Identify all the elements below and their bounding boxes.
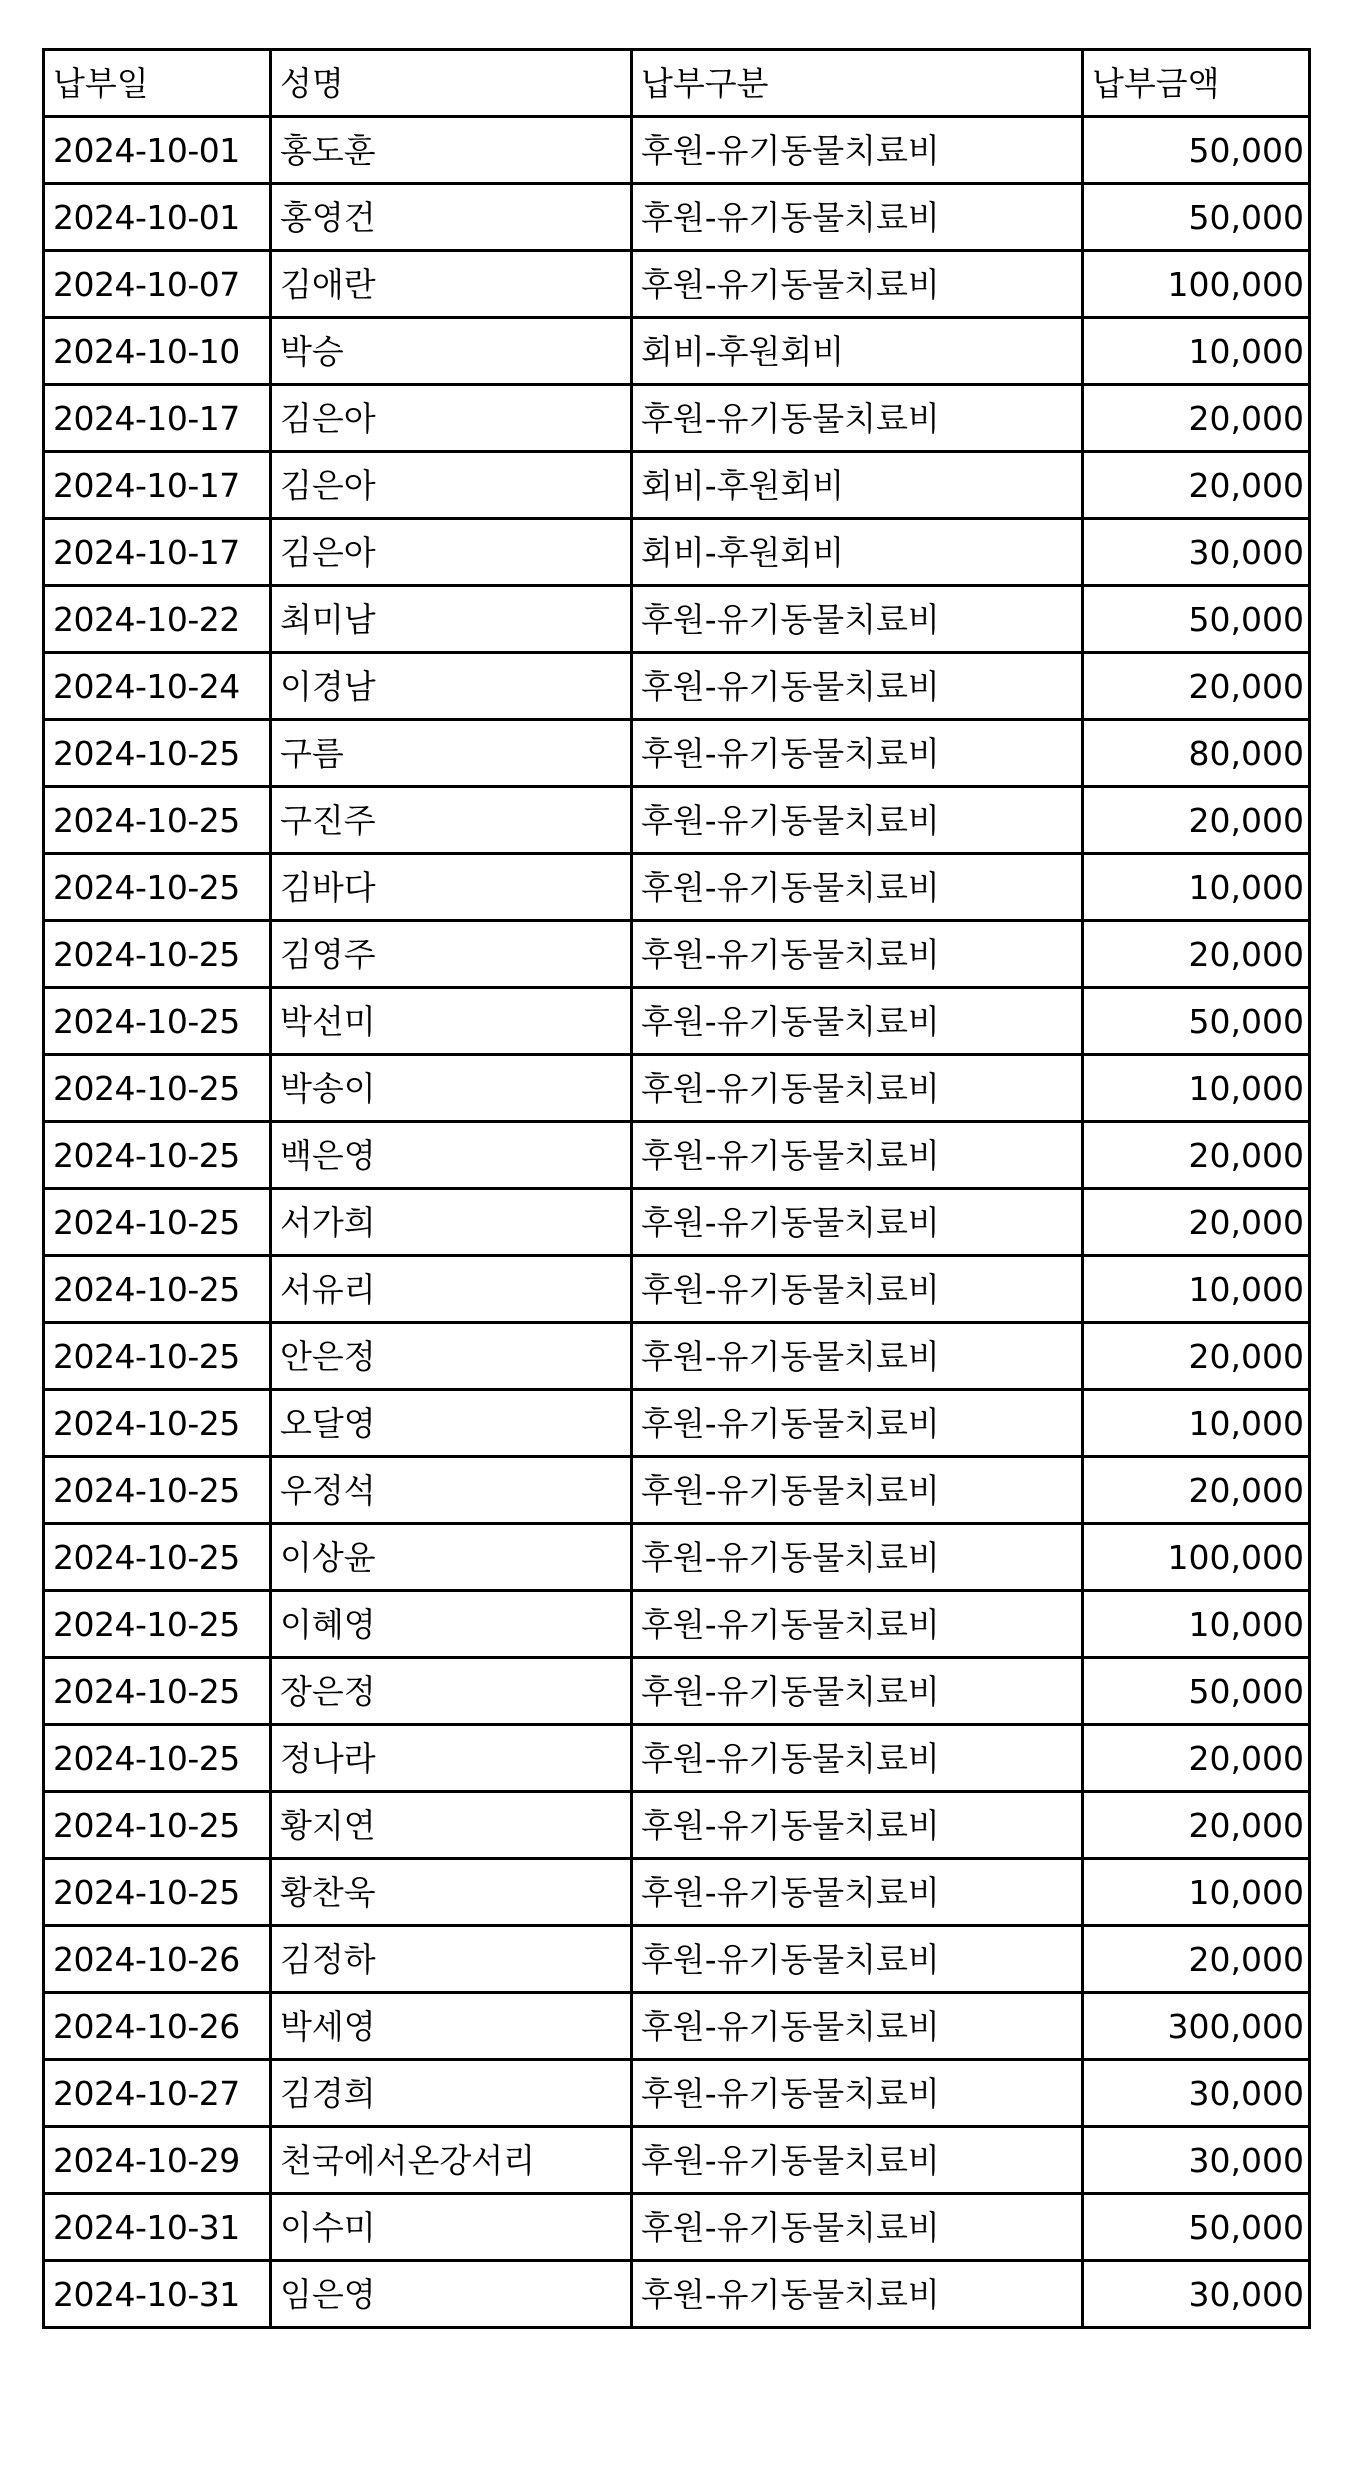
cell-name: 정나라	[271, 1725, 632, 1792]
cell-name: 오달영	[271, 1390, 632, 1457]
cell-date: 2024-10-25	[44, 1122, 271, 1189]
cell-name: 황찬욱	[271, 1859, 632, 1926]
column-header-amount: 납부금액	[1083, 50, 1310, 117]
cell-date: 2024-10-17	[44, 519, 271, 586]
cell-amount: 10,000	[1083, 1390, 1310, 1457]
table-header-row	[44, 50, 1310, 117]
table-row	[44, 653, 1310, 720]
cell-date: 2024-10-29	[44, 2127, 271, 2194]
column-header-date: 납부일	[44, 50, 271, 117]
table-row	[44, 1993, 1310, 2060]
cell-amount: 10,000	[1083, 1859, 1310, 1926]
cell-date: 2024-10-10	[44, 318, 271, 385]
cell-date: 2024-10-25	[44, 1055, 271, 1122]
cell-name: 김영주	[271, 921, 632, 988]
cell-name: 황지연	[271, 1792, 632, 1859]
table-row	[44, 720, 1310, 787]
cell-name: 김경희	[271, 2060, 632, 2127]
cell-date: 2024-10-25	[44, 1457, 271, 1524]
cell-name: 김정하	[271, 1926, 632, 1993]
cell-date: 2024-10-25	[44, 1792, 271, 1859]
cell-name: 박송이	[271, 1055, 632, 1122]
cell-name: 김애란	[271, 251, 632, 318]
cell-date: 2024-10-25	[44, 921, 271, 988]
cell-name: 김은아	[271, 452, 632, 519]
cell-date: 2024-10-25	[44, 1189, 271, 1256]
table-row	[44, 586, 1310, 653]
table-row	[44, 1524, 1310, 1591]
cell-type: 후원-유기동물치료비	[632, 2194, 1083, 2261]
table-row	[44, 318, 1310, 385]
cell-amount: 30,000	[1083, 2060, 1310, 2127]
cell-amount: 20,000	[1083, 653, 1310, 720]
cell-amount: 50,000	[1083, 117, 1310, 184]
cell-name: 홍도훈	[271, 117, 632, 184]
cell-type: 후원-유기동물치료비	[632, 988, 1083, 1055]
cell-amount: 10,000	[1083, 1256, 1310, 1323]
cell-amount: 10,000	[1083, 1591, 1310, 1658]
cell-name: 임은영	[271, 2261, 632, 2328]
cell-name: 안은정	[271, 1323, 632, 1390]
cell-type: 후원-유기동물치료비	[632, 720, 1083, 787]
cell-amount: 30,000	[1083, 519, 1310, 586]
cell-type: 후원-유기동물치료비	[632, 1189, 1083, 1256]
cell-type: 후원-유기동물치료비	[632, 1926, 1083, 1993]
cell-amount: 10,000	[1083, 318, 1310, 385]
table-row	[44, 1591, 1310, 1658]
cell-amount: 10,000	[1083, 854, 1310, 921]
cell-name: 홍영건	[271, 184, 632, 251]
cell-type: 후원-유기동물치료비	[632, 1457, 1083, 1524]
cell-name: 서유리	[271, 1256, 632, 1323]
table-row	[44, 2194, 1310, 2261]
table-row	[44, 1055, 1310, 1122]
cell-date: 2024-10-31	[44, 2261, 271, 2328]
cell-type: 후원-유기동물치료비	[632, 787, 1083, 854]
cell-type: 후원-유기동물치료비	[632, 921, 1083, 988]
cell-amount: 20,000	[1083, 1926, 1310, 1993]
cell-type: 후원-유기동물치료비	[632, 1658, 1083, 1725]
cell-type: 후원-유기동물치료비	[632, 1725, 1083, 1792]
cell-amount: 20,000	[1083, 1457, 1310, 1524]
table-row	[44, 385, 1310, 452]
donation-table	[42, 48, 1311, 2329]
cell-amount: 50,000	[1083, 1658, 1310, 1725]
table-row	[44, 1926, 1310, 1993]
cell-amount: 100,000	[1083, 1524, 1310, 1591]
cell-type: 후원-유기동물치료비	[632, 1524, 1083, 1591]
cell-date: 2024-10-25	[44, 1524, 271, 1591]
cell-date: 2024-10-01	[44, 184, 271, 251]
cell-date: 2024-10-25	[44, 1323, 271, 1390]
cell-type: 회비-후원회비	[632, 452, 1083, 519]
cell-amount: 30,000	[1083, 2127, 1310, 2194]
table-row	[44, 117, 1310, 184]
cell-type: 후원-유기동물치료비	[632, 1859, 1083, 1926]
cell-type: 후원-유기동물치료비	[632, 2127, 1083, 2194]
cell-type: 후원-유기동물치료비	[632, 586, 1083, 653]
cell-date: 2024-10-01	[44, 117, 271, 184]
table-row	[44, 184, 1310, 251]
cell-type: 회비-후원회비	[632, 318, 1083, 385]
cell-type: 후원-유기동물치료비	[632, 1993, 1083, 2060]
cell-type: 후원-유기동물치료비	[632, 1591, 1083, 1658]
cell-amount: 20,000	[1083, 452, 1310, 519]
cell-amount: 20,000	[1083, 1189, 1310, 1256]
cell-type: 회비-후원회비	[632, 519, 1083, 586]
cell-name: 구진주	[271, 787, 632, 854]
cell-amount: 50,000	[1083, 2194, 1310, 2261]
cell-type: 후원-유기동물치료비	[632, 854, 1083, 921]
cell-type: 후원-유기동물치료비	[632, 653, 1083, 720]
cell-amount: 20,000	[1083, 1792, 1310, 1859]
cell-name: 서가희	[271, 1189, 632, 1256]
cell-amount: 30,000	[1083, 2261, 1310, 2328]
cell-date: 2024-10-26	[44, 1926, 271, 1993]
cell-name: 박선미	[271, 988, 632, 1055]
table-row	[44, 1189, 1310, 1256]
cell-amount: 20,000	[1083, 1122, 1310, 1189]
table-row	[44, 1457, 1310, 1524]
cell-type: 후원-유기동물치료비	[632, 117, 1083, 184]
table-row	[44, 1859, 1310, 1926]
table-row	[44, 1658, 1310, 1725]
donation-ledger	[42, 48, 1311, 2329]
cell-name: 김은아	[271, 519, 632, 586]
table-row	[44, 2127, 1310, 2194]
table-row	[44, 1122, 1310, 1189]
cell-amount: 20,000	[1083, 385, 1310, 452]
cell-date: 2024-10-26	[44, 1993, 271, 2060]
cell-date: 2024-10-22	[44, 586, 271, 653]
cell-date: 2024-10-25	[44, 854, 271, 921]
cell-name: 박승	[271, 318, 632, 385]
cell-name: 장은정	[271, 1658, 632, 1725]
cell-amount: 20,000	[1083, 921, 1310, 988]
cell-type: 후원-유기동물치료비	[632, 385, 1083, 452]
cell-name: 천국에서온강서리	[271, 2127, 632, 2194]
cell-date: 2024-10-17	[44, 452, 271, 519]
table-row	[44, 519, 1310, 586]
table-row	[44, 251, 1310, 318]
cell-type: 후원-유기동물치료비	[632, 2060, 1083, 2127]
cell-type: 후원-유기동물치료비	[632, 184, 1083, 251]
cell-name: 김은아	[271, 385, 632, 452]
table-row	[44, 1256, 1310, 1323]
cell-name: 구름	[271, 720, 632, 787]
cell-name: 이상윤	[271, 1524, 632, 1591]
column-header-type: 납부구분	[632, 50, 1083, 117]
cell-name: 박세영	[271, 1993, 632, 2060]
cell-date: 2024-10-31	[44, 2194, 271, 2261]
cell-type: 후원-유기동물치료비	[632, 2261, 1083, 2328]
cell-type: 후원-유기동물치료비	[632, 1055, 1083, 1122]
column-header-name: 성명	[271, 50, 632, 117]
table-row	[44, 854, 1310, 921]
cell-name: 우정석	[271, 1457, 632, 1524]
table-row	[44, 1390, 1310, 1457]
cell-date: 2024-10-25	[44, 1390, 271, 1457]
cell-date: 2024-10-25	[44, 1859, 271, 1926]
cell-type: 후원-유기동물치료비	[632, 1122, 1083, 1189]
cell-type: 후원-유기동물치료비	[632, 1792, 1083, 1859]
table-row	[44, 921, 1310, 988]
cell-name: 이혜영	[271, 1591, 632, 1658]
cell-name: 김바다	[271, 854, 632, 921]
table-row	[44, 2060, 1310, 2127]
cell-name: 이경남	[271, 653, 632, 720]
cell-amount: 20,000	[1083, 787, 1310, 854]
cell-date: 2024-10-25	[44, 1591, 271, 1658]
cell-amount: 50,000	[1083, 988, 1310, 1055]
cell-date: 2024-10-24	[44, 653, 271, 720]
cell-amount: 50,000	[1083, 586, 1310, 653]
cell-name: 백은영	[271, 1122, 632, 1189]
cell-amount: 20,000	[1083, 1323, 1310, 1390]
cell-type: 후원-유기동물치료비	[632, 1256, 1083, 1323]
table-row	[44, 988, 1310, 1055]
cell-amount: 20,000	[1083, 1725, 1310, 1792]
cell-date: 2024-10-25	[44, 787, 271, 854]
cell-date: 2024-10-25	[44, 1658, 271, 1725]
cell-type: 후원-유기동물치료비	[632, 1323, 1083, 1390]
cell-amount: 10,000	[1083, 1055, 1310, 1122]
cell-name: 이수미	[271, 2194, 632, 2261]
cell-date: 2024-10-07	[44, 251, 271, 318]
cell-date: 2024-10-27	[44, 2060, 271, 2127]
table-body	[44, 117, 1310, 2328]
table-row	[44, 787, 1310, 854]
cell-date: 2024-10-25	[44, 1256, 271, 1323]
table-row	[44, 1725, 1310, 1792]
cell-type: 후원-유기동물치료비	[632, 251, 1083, 318]
cell-date: 2024-10-25	[44, 720, 271, 787]
cell-amount: 300,000	[1083, 1993, 1310, 2060]
table-row	[44, 452, 1310, 519]
cell-name: 최미남	[271, 586, 632, 653]
cell-type: 후원-유기동물치료비	[632, 1390, 1083, 1457]
cell-amount: 100,000	[1083, 251, 1310, 318]
cell-date: 2024-10-25	[44, 988, 271, 1055]
cell-amount: 80,000	[1083, 720, 1310, 787]
cell-amount: 50,000	[1083, 184, 1310, 251]
table-row	[44, 2261, 1310, 2328]
cell-date: 2024-10-17	[44, 385, 271, 452]
table-row	[44, 1323, 1310, 1390]
cell-date: 2024-10-25	[44, 1725, 271, 1792]
table-row	[44, 1792, 1310, 1859]
